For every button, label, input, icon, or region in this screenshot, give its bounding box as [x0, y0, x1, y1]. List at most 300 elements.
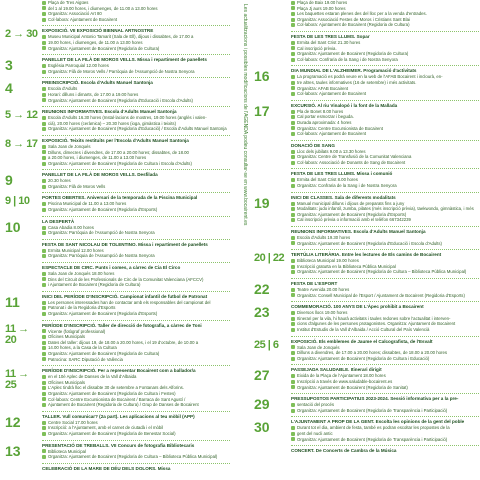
bullet-icon	[42, 145, 46, 149]
bullet-icon	[291, 409, 295, 413]
entry-detail-text: Organitza: Ajuntament de Bocairent (Regidoria de Cultura i Escola d'Adults)	[48, 160, 192, 166]
bullet-icon	[291, 374, 295, 378]
bullet-icon	[42, 122, 46, 126]
entry-detail-text: Patronat i de la Regidoria d'Esports	[48, 305, 116, 311]
entry-detail-line	[291, 160, 479, 166]
bullet-icon	[291, 161, 295, 165]
bullet-icon	[291, 86, 295, 90]
entry-detail-text: Sala Joan de Jonqués	[297, 344, 340, 350]
entry-detail-text: Església Parroquial 12.00 hores	[48, 63, 109, 69]
entry-detail-text: Manual municipal dilluns i dijous de preparats fins a juny	[297, 200, 405, 206]
entry-divider	[291, 65, 479, 66]
entry-detail-text: Organitza: Ajuntament de Bocairent (Regidoria d'Educació i Escola d'Adults)	[297, 240, 442, 246]
bullet-icon	[291, 236, 295, 240]
entry-date-box	[5, 110, 39, 121]
agenda-entry	[254, 448, 479, 454]
agenda-entry	[5, 294, 230, 317]
entry-title: DIA MUNDIAL DE L'ALZHEIMER. Programació d'activitats	[291, 68, 417, 74]
agenda-entry	[5, 414, 230, 437]
entry-detail-line	[291, 131, 479, 137]
entry-detail-text: Organitza: Ajuntament de Bocairent (Regidoria de Cultura – Biblioteca Pública Municipal)	[297, 269, 467, 275]
entry-date: 5 → 12	[5, 109, 38, 122]
entry-detail-line	[291, 408, 479, 414]
entry-detail-line	[291, 385, 479, 391]
entry-detail-text: Escola d'Adults 16.30 hores (Instal·lacions de mostres, 19.00 hores (anglès i valen-	[48, 115, 207, 121]
entry-detail-text: Ajuntament de Bocairent (Regidoria de Cultura) / Grup de Danses de Bocairent	[48, 402, 199, 408]
entry-detail-text: Cal inscripció prèvia o informació amb el telèfon 667342239	[297, 217, 411, 223]
entry-divider	[291, 445, 479, 446]
entry-detail-line	[42, 98, 230, 104]
entry-date: 10	[5, 218, 21, 235]
entry-date-box	[5, 58, 39, 72]
entry-detail-text: Inscripció a través de www.saludable-bocairent.es	[297, 378, 393, 384]
entry-detail-text: Ermita Municipal 12.00 hores	[48, 247, 104, 253]
entry-detail-text: Col·labora: Ajuntament de Bocairent	[297, 91, 367, 97]
entry-detail-line	[42, 184, 230, 190]
agenda-entry	[5, 80, 230, 103]
bullet-icon	[42, 93, 46, 97]
entry-date: 11 → 20	[5, 322, 29, 346]
entry-detail-text: cions d'algunes de les persones protagonistes. Organitza: Ajuntament de Bocairent	[297, 321, 456, 327]
entry-detail-text: Horari: dilluns i dimarts, de 17.00 a 19.00 hores	[48, 91, 139, 97]
entry-detail-line	[291, 437, 479, 443]
bullet-icon	[291, 293, 295, 297]
entry-detail-text: Patrocina: SARC Diputació de València	[48, 356, 123, 362]
entry-detail-text: Organitza: Ajuntament de Bocairent (Regidoria de Cultura)	[48, 45, 160, 51]
entry-detail-text: Organitza: Confraria de la Sang i de Nostra Senyora	[297, 183, 397, 189]
agenda-entry	[5, 195, 230, 212]
side-note-text: Les actualitzacions i possibles modificacions de l'AGENDA podeu consultar-se en www.bocairent.es	[242, 4, 248, 226]
entry-title: PERÍODE D'INSCRIPCIÓ. Per a representar Bocairent com a ballador/a	[42, 368, 196, 374]
bullet-icon	[42, 202, 46, 206]
entry-divider	[291, 364, 479, 365]
entry-date-box	[5, 173, 39, 187]
entry-detail-line	[42, 311, 230, 317]
bullet-icon	[291, 385, 295, 389]
agenda-entry	[5, 265, 230, 288]
entry-detail-text: Escola d'Adults 19.30 hores	[297, 235, 351, 241]
entry-divider	[42, 106, 230, 107]
entry-detail-line	[42, 17, 230, 23]
bullet-icon	[291, 288, 295, 292]
bullet-icon	[291, 12, 295, 16]
entry-date: 20 | 22	[254, 252, 285, 265]
bullet-icon	[42, 386, 46, 390]
entry-title: EXPOSICIÓ. Teixits restituits per l'Escola d'Adults Manuel Santonja	[42, 137, 189, 143]
entry-detail-text: Diversos llocs 19.00 hores	[297, 310, 348, 316]
agenda-entry	[5, 368, 230, 408]
entry-detail-line	[291, 293, 479, 299]
entry-divider	[291, 140, 479, 141]
entry-detail-line	[291, 57, 479, 63]
entry-date: 11 → 25	[5, 368, 29, 392]
entry-detail-text: Dilluns, dimecres i divendres, de 17.00 a 20.00 hores; dissabtes, de 18.00	[48, 149, 189, 155]
entry-detail-text: Pla de Bonet 8.00 hores	[297, 108, 344, 114]
bullet-icon	[42, 64, 46, 68]
agenda-entry	[254, 367, 479, 390]
bullet-icon	[42, 272, 46, 276]
bullet-icon	[291, 426, 295, 430]
entry-detail-line	[42, 207, 230, 213]
entry-divider	[42, 291, 230, 292]
entry-detail-text: sentació del procés	[297, 402, 335, 408]
bullet-icon	[42, 35, 46, 39]
entry-title: L'AJUNTAMENT A PROP DE LA GENT. Escolta les opinions de la gent del poble	[291, 419, 465, 425]
entry-detail-text: Organitza: Ajuntament de Bocairent (Regidoria d'Esports)	[297, 211, 407, 217]
entry-date: 17	[254, 102, 270, 119]
agenda-entry	[254, 195, 479, 223]
entry-divider	[291, 168, 479, 169]
entry-detail-text: Oficines Municipals	[48, 379, 86, 385]
bullet-icon	[291, 110, 295, 114]
entry-detail-line	[42, 161, 230, 167]
bullet-icon	[42, 335, 46, 339]
bullet-icon	[291, 357, 295, 361]
entry-detail-line	[291, 183, 479, 189]
entry-detail-text: Organitza: Associació Festes de Moros i Cristians Sant Blai	[297, 16, 410, 22]
entry-divider	[42, 440, 230, 441]
agenda-entry	[254, 143, 479, 166]
entry-date-box	[254, 196, 288, 210]
entry-detail-text: Organitza: Ajuntament de Bocairent (Regidoria de Sanitat)	[297, 384, 408, 390]
entry-divider	[42, 262, 230, 263]
bullet-icon	[42, 6, 46, 10]
entry-detail-text: Organitza: Centre Excursionista de Bocairent	[297, 125, 383, 131]
entry-date-box	[5, 324, 39, 346]
bullet-icon	[291, 6, 295, 10]
entry-detail-text: Durada aproximada: 4 hores	[297, 119, 352, 125]
entry-date: 30	[254, 419, 270, 436]
bullet-icon	[291, 52, 295, 56]
entry-detail-text: Organitza: Ajuntament de Bocairent (Regidoria d'Educació) / Escola d'Adults Manuel Santonja	[48, 126, 227, 132]
bullet-icon	[42, 392, 46, 396]
agenda-entry	[254, 304, 479, 332]
entry-detail-text: Organitza: Consell Municipal de l'Esport / Ajuntament de Bocairent (Regidoria d'Esports)	[297, 292, 465, 298]
entry-title: CONCERT. De Concerts de Cambra de la Música	[291, 448, 397, 454]
entry-detail-text: Inscripció gratuïta en la Biblioteca Pública Municipal	[297, 263, 396, 269]
bullet-icon	[42, 150, 46, 154]
entry-detail-text: 19.00 hores, i diumenges, de 11.00 a 13.00 hores	[48, 39, 143, 45]
bullet-icon	[42, 249, 46, 253]
entry-date-box	[254, 104, 288, 118]
bullet-icon	[291, 241, 295, 245]
entry-detail-text: Cal inscripció prèvia.	[297, 45, 337, 51]
bullet-icon	[291, 184, 295, 188]
agenda-column-left	[5, 0, 230, 480]
entry-detail-text: Organitza: Centre de Transfusió de la Comunitat Valenciana	[297, 154, 412, 160]
entry-detail-text: Col·labora: Centre Excursionista de Bocairent / Barraca de Sant Agustí /	[48, 396, 186, 402]
bullet-icon	[291, 437, 295, 441]
entry-divider	[42, 192, 230, 193]
bullet-icon	[42, 231, 46, 235]
bullet-icon	[291, 380, 295, 384]
entry-date-box	[5, 196, 39, 207]
entry-detail-text: Organitza: AFAB Bocairent	[297, 85, 349, 91]
entry-detail-text: i Ajuntament de Bocairent (Regidoria de Cultura)	[48, 282, 141, 288]
entry-title: FESTA DE LES TRES LLUMS. Missa i comunió	[291, 171, 393, 177]
entry-detail-text: Organitza: Ajuntament de Bocairent (Regidoria de Cultura i Festes)	[48, 390, 176, 396]
bullet-icon	[42, 12, 46, 16]
bullet-icon	[291, 213, 295, 217]
entry-detail-text: Organitza: Ajuntament de Bocairent (Regidoria de Cultura i Educació)	[297, 355, 430, 361]
entry-detail-text: Col·labora: Ajuntament de Bocairent	[297, 131, 367, 137]
entry-divider	[42, 463, 230, 464]
entry-detail-line	[291, 356, 479, 362]
entry-divider	[42, 169, 230, 170]
bullet-icon	[42, 306, 46, 310]
entry-title: REUNIONS INFORMATIVES. Escola d'Adults Manuel Santonja	[42, 109, 177, 115]
entry-date-box	[5, 444, 39, 458]
bullet-icon	[42, 449, 46, 453]
entry-detail-text: Organitza: Ajuntament de Bocairent (Regidoria de Cultura – Biblioteca Pública Municipal)	[48, 454, 218, 460]
agenda-entry	[5, 0, 230, 22]
entry-divider	[291, 301, 479, 302]
agenda-entry	[5, 466, 230, 472]
bullet-icon	[291, 270, 295, 274]
bullet-icon	[42, 329, 46, 333]
entry-title: EXPOSICIÓ. Els emblemes de Jaume el Calcografista, de l'Esvalt	[291, 338, 433, 344]
bullet-icon	[291, 265, 295, 269]
agenda-entry	[5, 57, 230, 74]
agenda-entry	[5, 138, 230, 166]
bullet-icon	[42, 432, 46, 436]
entry-date-box	[254, 397, 288, 411]
entry-title: PRESENTACIÓ DE TREBALLS. VII Concurs de fotografia Bibliotecaris	[42, 442, 195, 448]
entry-title: LA DESPERTÀ	[42, 218, 75, 224]
entry-date-box	[254, 420, 288, 434]
agenda-entry	[5, 323, 230, 363]
entry-divider	[291, 192, 479, 193]
entry-detail-text: Modalitats: judo infantil, zumba, pilates (més inscripció prèvia), taekwondo, gimnàstica, i més	[297, 206, 474, 212]
bullet-icon	[42, 41, 46, 45]
entry-detail-text: Vicente (fotògraf professional)	[48, 328, 106, 334]
entry-detail-line	[291, 327, 479, 333]
bullet-icon	[42, 185, 46, 189]
entry-detail-text: Les baquettes estaran plenes des del lloc per a la venda d'entrades.	[297, 11, 427, 17]
entry-title: FESTA DE L'ESPORT	[291, 281, 338, 286]
entry-divider	[291, 100, 479, 101]
bullet-icon	[291, 155, 295, 159]
entry-detail-text: Col·labora: Ajuntament de Bocairent	[48, 16, 118, 22]
entry-detail-text: Piscina Municipal de 11.00 a 13.00 hores	[48, 201, 127, 207]
entry-date: 19	[254, 194, 270, 211]
entry-detail-line	[42, 46, 230, 52]
entry-date: 3	[5, 57, 13, 74]
entry-title: COMMEMORACIÓ. 100 ANYS DE L'Àpec prohibit a Bocairent	[291, 304, 424, 310]
entry-detail-text: cià), 20.00 hores (ceràmica) – 20.30 hores (ioga, gimàstica i teixits)	[48, 120, 177, 126]
bullet-icon	[42, 18, 46, 22]
entry-divider	[291, 416, 479, 417]
bullet-icon	[291, 345, 295, 349]
entry-date: 4	[5, 80, 13, 97]
entry-detail-text: Durant tot el dia, ambient de festa, també es podran escoltar les propostes de la	[297, 425, 450, 431]
entry-title: FESTA DE SANT NICOLAU DE TOLENTINO. Missa i repartiment de panellets	[42, 241, 208, 247]
agenda-entry	[254, 34, 479, 62]
entry-detail-line	[42, 454, 230, 460]
entry-date-box	[5, 139, 39, 150]
entry-detail-line	[42, 357, 230, 363]
entry-detail-line	[291, 22, 479, 28]
entry-detail-text: Sala Joan de Jonqués 18.00 hores	[48, 271, 115, 277]
bullet-icon	[42, 46, 46, 50]
entry-detail-text: Organitza: Ajuntament de Bocairent (Regidoria d'Educació i Escola d'Adults)	[48, 97, 193, 103]
entry-title: PASSEJADA SALUDABLE. Itinerari dirigit	[291, 367, 382, 373]
entry-date: 27	[254, 367, 270, 384]
bullet-icon	[291, 259, 295, 263]
entry-detail-text: Plaça de Tres Aigües	[48, 0, 89, 5]
entry-detail-text: Inscripció: a l'Ajuntament, amb el carnet de ciutadà i el mòbil	[48, 425, 164, 431]
bullet-icon	[291, 115, 295, 119]
entry-title: PRESSUPOSTOS PARTICIPATIUS 2023-2024. Sessió informativa per a la pre-	[291, 396, 459, 402]
entry-detail-text: en el 10è Aplec de Danses de la Vall d'Albaida	[48, 374, 137, 380]
entry-detail-text: Biblioteca Municipal 19.00 hores	[297, 258, 359, 264]
bullet-icon	[291, 311, 295, 315]
bullet-icon	[291, 92, 295, 96]
entry-detail-text: Oficines Municipals	[48, 334, 86, 340]
entry-detail-text: Col·labora: Associació de Donants de Sang de Bocairent	[297, 159, 406, 165]
entry-detail-text: Organitza: Ajuntament de Bocairent (Regidoria de Cultura)	[48, 350, 160, 356]
entry-detail-text: 20.30 hores	[48, 178, 71, 184]
agenda-entry	[254, 103, 479, 137]
entry-detail-text: Centre Social 17.00 hores	[48, 419, 98, 425]
entry-date: 22	[254, 281, 270, 297]
bullet-icon	[291, 218, 295, 222]
entry-detail-text: Organitza: Ajuntament de Bocairent (Regidoria de Transparència i Participació)	[297, 407, 448, 413]
entry-detail-line	[42, 69, 230, 75]
entry-date-box	[254, 282, 288, 296]
entry-date-box	[254, 368, 288, 382]
entry-title: ESPECTACLE DE CIRC. Punts i comes, a càrrec de Cia El Circo	[42, 265, 181, 271]
bullet-icon	[42, 156, 46, 160]
entry-detail-text: Les persones interessades han de contactar amb els responsables del campionat del	[48, 299, 211, 305]
bullet-icon	[291, 41, 295, 45]
entry-date-box	[254, 305, 288, 319]
entry-divider	[42, 135, 230, 136]
entry-date-box	[254, 340, 288, 351]
bullet-icon	[291, 58, 295, 62]
agenda-entry	[5, 109, 230, 132]
bullet-icon	[291, 403, 295, 407]
bullet-icon	[42, 375, 46, 379]
entry-detail-text: a 20.00 hores, i diumenges, de 11.00 a 13.00 hores	[48, 155, 147, 161]
bullet-icon	[42, 426, 46, 430]
entry-divider	[42, 54, 230, 55]
entry-date-box	[5, 29, 39, 40]
bullet-icon	[291, 75, 295, 79]
entry-divider	[291, 278, 479, 279]
agenda-entry	[254, 0, 479, 28]
entry-detail-line	[42, 282, 230, 288]
entry-detail-line	[291, 269, 479, 275]
bullet-icon	[42, 162, 46, 166]
bullet-icon	[42, 208, 46, 212]
bullet-icon	[291, 178, 295, 182]
agenda-entry	[254, 281, 479, 298]
bullet-icon	[42, 455, 46, 459]
bullet-icon	[42, 70, 46, 74]
entry-title: REUNIONS INFORMATIVES. Escola d'Adults Manuel Santonja	[291, 229, 426, 235]
entry-detail-line	[42, 431, 230, 437]
entry-date: 25 | 6	[254, 338, 279, 351]
agenda-entry	[254, 339, 479, 362]
entry-detail-text: Teatre Avenida 20.00 hores	[297, 287, 350, 292]
entry-divider	[291, 226, 479, 227]
entry-detail-text: Dilluns a divendres, de 17.00 a 20.00 hores; dissabtes, de 18.00 a 20.00 hores	[297, 350, 448, 356]
bullet-icon	[291, 1, 295, 5]
entry-detail-line	[42, 126, 230, 132]
entry-divider	[42, 411, 230, 412]
entry-divider	[42, 320, 230, 321]
bullet-icon	[42, 346, 46, 350]
bullet-icon	[42, 352, 46, 356]
bullet-icon	[42, 357, 46, 361]
bullet-icon	[42, 301, 46, 305]
entry-detail-line	[291, 217, 479, 223]
entry-divider	[42, 25, 230, 26]
agenda-entry	[5, 172, 230, 189]
bullet-icon	[291, 328, 295, 332]
entry-title: TALLER. Vull comunicar? (2a part). Les aplicacions al teu mòbil (APP)	[42, 413, 195, 419]
bullet-icon	[291, 81, 295, 85]
agenda-entry	[5, 242, 230, 259]
bullet-icon	[291, 150, 295, 154]
bullet-icon	[42, 341, 46, 345]
entry-detail-text: La programació es podrà veure en la web de l'AFAB Bocairent i inclourà, en-	[297, 74, 443, 80]
entry-detail-text: Plaça de Baix 19.00 hores	[297, 0, 348, 5]
entry-detail-text: tre altres, taules informatives (16 de setembre) i més activitats.	[297, 79, 417, 85]
entry-title: EXPOSICIÓ. VII EXPOSICIÓ BIENNAL ARTNOSTRE	[42, 28, 154, 34]
bullet-icon	[291, 121, 295, 125]
bullet-icon	[42, 254, 46, 258]
entry-divider	[42, 216, 230, 217]
entry-divider	[42, 365, 230, 366]
bullet-icon	[291, 207, 295, 211]
entry-detail-text: Dates del taller: dijous 19, de 18.00 a 20.00 hores, i el 19 d'octubre, de 10.00 a	[48, 339, 199, 345]
entry-date: 13	[5, 442, 21, 459]
bullet-icon	[291, 351, 295, 355]
entry-detail-text: Organitza: Parròquia de l'Assumpció de Nostra Senyora	[48, 253, 155, 259]
entry-detail-line	[291, 91, 479, 97]
bullet-icon	[42, 87, 46, 91]
entry-detail-text: Biblioteca Municipal	[48, 448, 86, 454]
entry-detail-line	[42, 230, 230, 236]
bullet-icon	[42, 421, 46, 425]
entry-title: INICI DEL PERÍODE D'INSCRIPCIÓ. Campionat infantil de futbol de Patronat	[42, 293, 208, 299]
entry-detail-text: Sala Joan de Jonqués	[48, 143, 91, 149]
entry-date: 16	[254, 68, 270, 85]
entry-detail-text: gent del nucli antic	[297, 430, 333, 436]
entry-title: PORTES OBERTES. Aniversari de la temporada de la Piscina Municipal	[42, 195, 198, 201]
entry-date: 23	[254, 304, 270, 321]
entry-detail-text: L'Aplec tindrà lloc el dissabte 30 de setembre a Fontanars dels Alforins.	[48, 385, 185, 391]
entry-detail-text: Organitza: Ajuntament de Bocairent (Regidoria d'Esports)	[48, 207, 158, 213]
entry-date: 8 → 17	[5, 137, 38, 150]
agenda-column-right	[254, 0, 479, 480]
entry-divider	[291, 336, 479, 337]
entry-detail-text: Dins del Circuit de les Professionals de Circ de la Comunitat Valenciana (AFCCV)	[48, 276, 204, 282]
entry-detail-text: Casa Abadia 8.00 hores	[48, 224, 94, 230]
bullet-icon	[291, 126, 295, 130]
bullet-icon	[42, 403, 46, 407]
entry-title: PANELLET DE LA FILÀ DE MOROS VELLS. Desfilada	[42, 172, 158, 178]
entry-detail-text: Ermita del Sant Crist 8.00 hores	[297, 177, 358, 183]
entry-date: 9 | 10	[5, 195, 30, 208]
entry-title: DONACIÓ DE SANG	[291, 142, 335, 148]
entry-title: PANELLET DE LA FILÀ DE MOROS VELLS. Missa i repartiment de panellets	[42, 57, 207, 63]
bullet-icon	[291, 23, 295, 27]
bullet-icon	[291, 18, 295, 22]
entry-detail-line	[42, 402, 230, 408]
